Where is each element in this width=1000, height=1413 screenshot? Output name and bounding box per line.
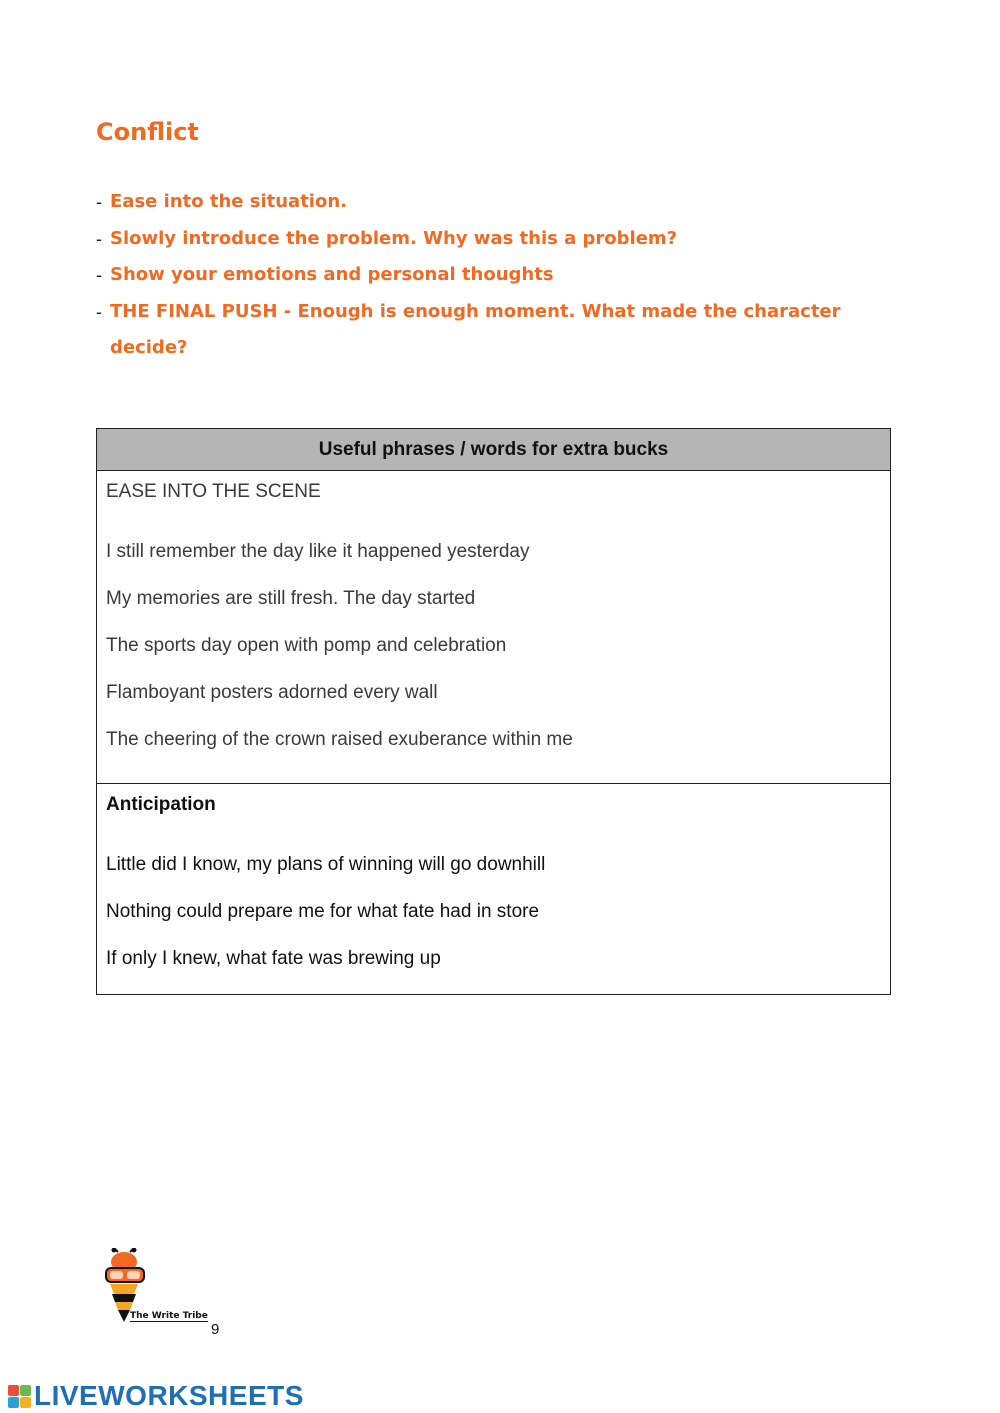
- brand-wordmark: LIVEWORKSHEETS: [34, 1380, 304, 1411]
- table-header: Useful phrases / words for extra bucks: [97, 429, 891, 471]
- tip-text: Ease into the situation.: [110, 191, 347, 212]
- phrase-item: Nothing could prepare me for what fate had in store: [106, 901, 540, 922]
- liveworksheets-brand[interactable]: [8, 1380, 304, 1412]
- phrase-item: My memories are still fresh. The day started: [106, 588, 476, 609]
- tips-list: [96, 184, 916, 367]
- tip-item: [96, 221, 916, 258]
- phrases-table: [96, 428, 891, 995]
- tip-item: [96, 257, 916, 294]
- tip-item: [96, 294, 916, 367]
- dash-bullet-icon: -: [96, 192, 102, 212]
- dash-bullet-icon: -: [96, 301, 102, 322]
- dash-bullet-icon: -: [96, 265, 102, 285]
- tip-text: Slowly introduce the problem. Why was this a problem?: [110, 227, 678, 249]
- phrase-item: The sports day open with pomp and celebration: [106, 635, 507, 656]
- tip-text: Show your emotions and personal thoughts: [110, 264, 554, 285]
- dash-bullet-icon: -: [96, 228, 102, 249]
- group-heading: Anticipation: [106, 794, 216, 815]
- phrase-item: I still remember the day like it happened yesterday: [106, 541, 530, 562]
- phrase-group-ease: [97, 471, 891, 784]
- table-row: [97, 784, 891, 995]
- section-title: Conflict: [96, 118, 199, 146]
- phrase-group-anticipation: [97, 784, 891, 995]
- table-row: [97, 471, 891, 784]
- phrase-item: The cheering of the crown raised exuberance within me: [106, 729, 573, 750]
- page-number: 9: [211, 1321, 220, 1338]
- phrase-item: If only I knew, what fate was brewing up: [106, 948, 441, 969]
- tip-item: [96, 184, 916, 221]
- brand-blocks-icon: [8, 1385, 31, 1408]
- tip-text: THE FINAL PUSH - Enough is enough moment. What made the character decide?: [110, 300, 841, 358]
- phrase-item: Little did I know, my plans of winning will go downhill: [106, 854, 546, 875]
- phrase-item: Flamboyant posters adorned every wall: [106, 682, 438, 703]
- group-heading: EASE INTO THE SCENE: [106, 481, 321, 502]
- logo-text: The Write Tribe: [130, 1311, 208, 1321]
